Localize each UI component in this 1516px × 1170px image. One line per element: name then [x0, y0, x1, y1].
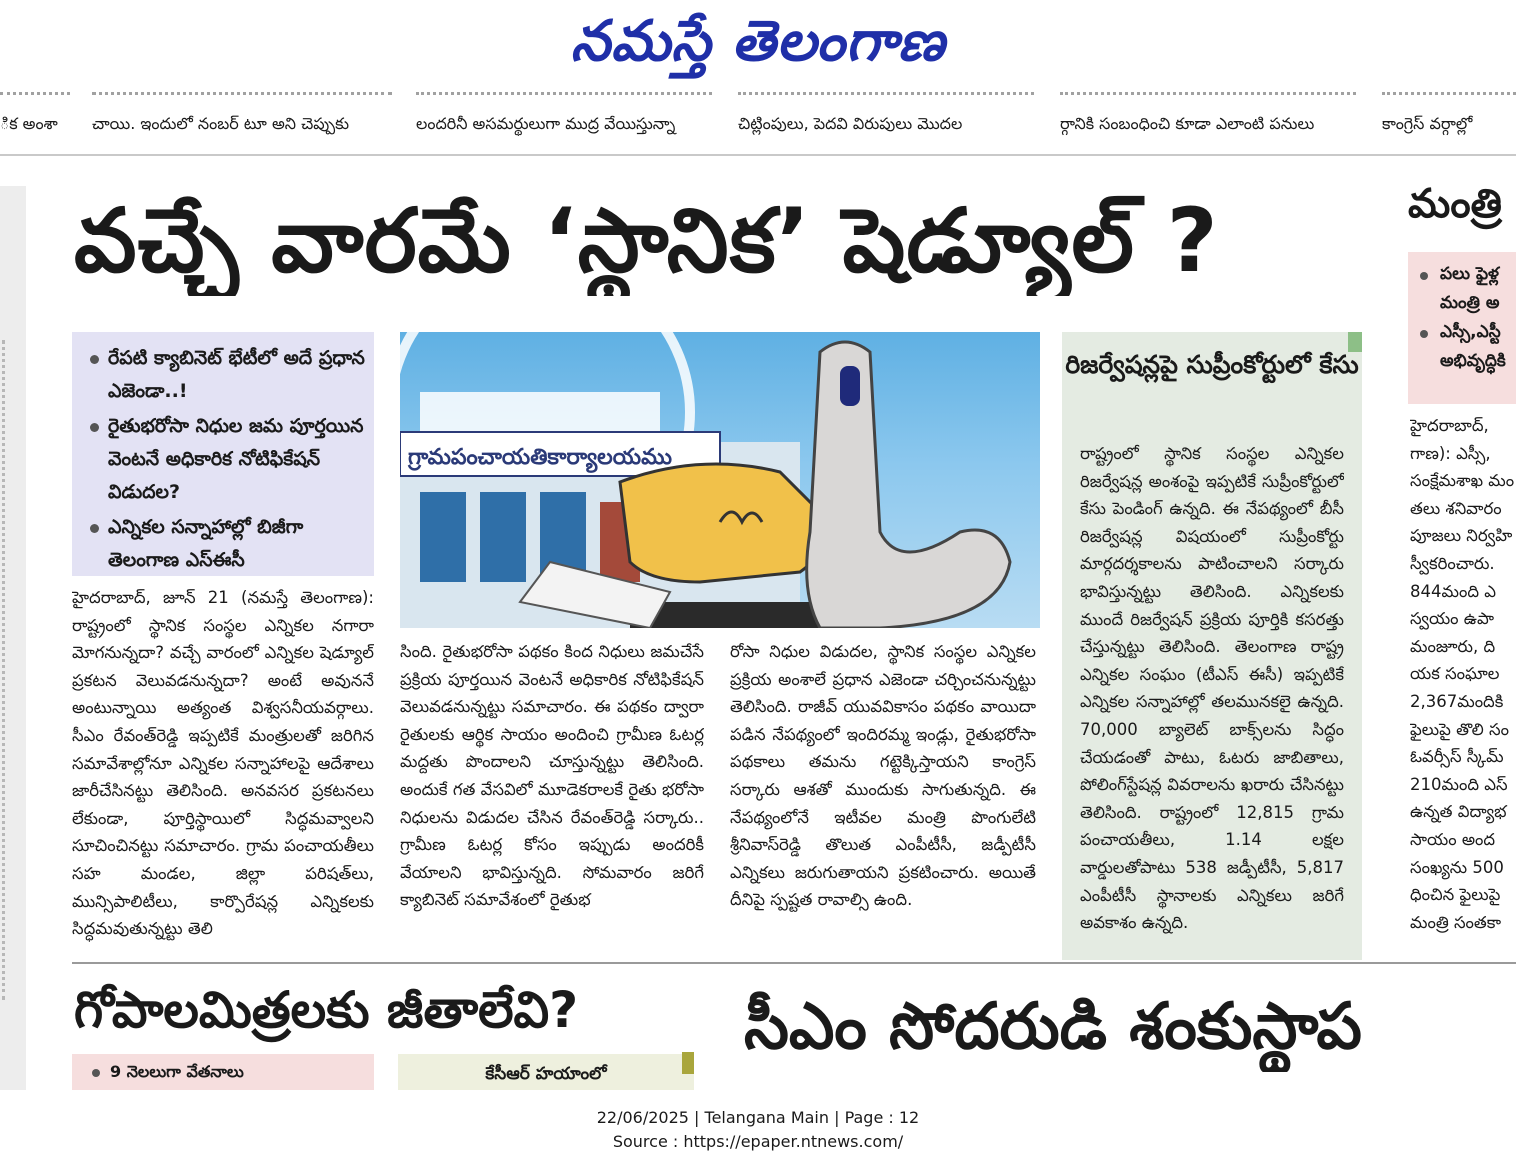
right-highlight-item: పలు ఫైళ్ల [1420, 260, 1516, 289]
main-headline: వచ్చే వారమే ‘స్థానిక’ షెడ్యూల్ ? [74, 189, 1219, 292]
right-article-line: ధించిన ఫైలుపై [1410, 885, 1501, 905]
right-article-line: స్వయం ఉపా [1410, 609, 1494, 629]
masthead [0, 0, 1516, 84]
right-article-line: ఉన్నత విద్యాభ [1410, 802, 1507, 822]
right-article-line: 2,367మందికి [1410, 691, 1504, 711]
right-article-line: సంఖ్యను 500 [1410, 857, 1504, 877]
right-article-line: స్వీకరించారు. [1410, 553, 1495, 573]
bottom-left-headline: గోపాలమిత్రలకు జీతాలేవి? [74, 981, 579, 1039]
right-article-line: పూజలు నిర్వహి [1410, 526, 1513, 546]
highlight-item: రేపటి క్యాబినెట్ భేటీలో అదే ప్రధాన ఎజెండా..! [90, 342, 366, 408]
teaser-cut-line [0, 92, 70, 106]
left-margin-text [2, 340, 12, 1000]
section-divider [72, 962, 1516, 964]
edition-info: 22/06/2025 | Telangana Main | Page : 12 [596, 1108, 920, 1127]
sidebar-title: రిజర్వేషన్లపై సుప్రీంకోర్టులో కేసు [1065, 350, 1359, 379]
article-column-2: సింది. రైతుభరోసా పథకం కింద నిధులు జమచేసే ప్రక్రియ పూర్తయిన వెంటనే అధికారిక నోటిఫికేషన్ వెలువడనున్నట్టు సమాచారం. ఈ పథకం ద్వారా రైతులకు ఆర్థిక సాయం అందించి గ్రామీణ ఓటర్ల మద్దతు పొందాలని చూస్తున్నట్టు తెలిసింది. అందుకే గత వేసవిలో మూడెకరాలకే రైతు భరోసా నిధులను విడుదల చేసిన రేవంత్‌రెడ్డి సర్కారు.. గ్రామీణ ఓటర్ల కోసం ఇప్పుడు అందరికీ వేయాలని భావిస్తున్నది. సోమవారం జరిగే క్యాబినెట్ సమావేశంలో రైతుభ [400, 642, 704, 910]
highlight-box [72, 332, 374, 576]
article-column-1: హైదరాబాద్, జూన్ 21 (నమస్తే తెలంగాణ): రాష్ట్రంలో స్థానిక సంస్థల ఎన్నికల నగారా మోగనున్నదా? వచ్చే వారంలో ఎన్నికల షెడ్యూల్ ప్రకటన వెలువడనున్నదా? అంటే అవుననే అంటున్నాయి అత్యంత విశ్వసనీయవర్గాలు. సీఎం రేవంత్‌రెడ్డి ఇప్పటికే మంత్రులతో జరిగిన సమావేశాల్లోనూ ఎన్నికల సన్నాహాలపై ఆదేశాలు జారీచేసినట్టు తెలిసింది. అనవసర ప్రకటనలు లేకుండా, పూర్తిస్థాయిలో సిద్ధమవ్వాలని సూచించినట్టు సమాచారం. గ్రామ పంచాయతీలు సహ మండల, జిల్లా పరిషత్‌లు, మున్సిపాలిటీలు, కార్పొరేషన్ల ఎన్నికలకు సిద్ధమవుతున్నట్టు తెలి [72, 588, 374, 939]
bottom-left-highlight-text: 9 నెలలుగా వేతనాలు [110, 1062, 244, 1081]
right-article-line: ఫైలుపై తొలి సం [1410, 719, 1509, 739]
teaser-text: చిట్లింపులు, పెదవి విరుపులు మొదల [738, 114, 963, 133]
right-article-line: ఓవర్సీస్ స్కీమ్ [1410, 747, 1504, 767]
right-article-line: మంత్రి సంతకా [1410, 912, 1502, 932]
teaser-cut-line [92, 92, 392, 106]
masthead-logo: నమస్తే తెలంగాణ [570, 9, 946, 74]
teaser-text: ర్గానికి సంబంధించి కూడా ఎలాంటి పనులు [1060, 114, 1315, 133]
bottom-left-highlight [72, 1054, 374, 1090]
right-article-line: తలు శనివారం [1410, 498, 1502, 518]
right-article-line: సాయం అంద [1410, 829, 1496, 849]
right-article-body [1410, 412, 1516, 936]
source-info: Source : https://epaper.ntnews.com/ [612, 1132, 904, 1151]
article-column-3: రోసా నిధుల విడుదల, స్థానిక సంస్థల ఎన్నికల ప్రక్రియ అంశాలే ప్రధాన ఎజెండా చర్చించనున్నట్టు తెలిసింది. రాజీవ్ యువవికాసం పథకం వాయిదా పడిన నేపథ్యంలో ఇందిరమ్మ ఇండ్లు, రైతుభరోసా పథకాలు తమను గట్టెక్కిస్తాయని కాంగ్రెస్ సర్కారు ఆశతో ముందుకు సాగుతున్నది. ఈ నేపథ్యంలోనే ఇటీవల మంత్రి పొంగులేటి శ్రీనివాస్‌రెడ్డి తొలుత ఎంపీటీసీ, జడ్పీటీసీ ఎన్నికలు జరుగుతాయని ప్రకటించారు. అయితే దీనిపై స్పష్టత రావాల్సి ఉంది. [730, 642, 1036, 910]
sidebar-body: రాష్ట్రంలో స్థానిక సంస్థల ఎన్నికల రిజర్వేషన్ల అంశంపై ఇప్పటికే సుప్రీంకోర్టులో కేసు పెండింగ్ ఉన్నది. ఈ నేపథ్యంలో బీసీ రిజర్వేషన్ల విషయంలో సుప్రీంకోర్టు మార్గదర్శకాలను పాటించాలని సర్కారు భావిస్తున్నట్టు తెలిసింది. ఎన్నికలకు ముందే రిజర్వేషన్ ప్రక్రియ పూర్తికి కసరత్తు చేస్తున్నట్టు తెలిసింది. తెలంగాణ రాష్ట్ర ఎన్నికల సంఘం (టీఎస్ ఈసీ) ఇప్పటికే ఎన్నికల సన్నాహాల్లో తలమునకలై ఉన్నది. 70,000 బ్యాలెట్ బాక్స్‌లను సిద్ధం చేయడంతో పాటు, ఓటరు జాబితాలు, పోలింగ్‌స్టేషన్ల వివరాలను ఖరారు చేసినట్టు తెలిసింది. రాష్ట్రంలో 12,815 గ్రామ పంచాయతీలు, 1.14 లక్షల వార్డులతోపాటు 538 జడ్పీటీసీ, 5,817 ఎంపీటీసీ స్థానాలకు ఎన్నికలు జరిగే అవకాశం ఉన్నది. [1080, 444, 1344, 933]
teaser-text: లందరినీ అసమర్థులుగా ముద్ర వేయిస్తున్నా [416, 114, 676, 133]
highlight-item: ఎన్నికల సన్నాహాల్లో బిజీగా తెలంగాణ ఎస్ఈసీ [90, 511, 366, 577]
signboard-text: గ్రామపంచాయతికార్యాలయము [408, 445, 672, 470]
bottom-sidebar-title: కేసీఆర్ హయాంలో [398, 1054, 694, 1090]
teaser-cut-line [1060, 92, 1356, 106]
right-highlight-item: అభివృద్ధికి [1440, 351, 1506, 371]
election-illustration [400, 332, 1040, 628]
bottom-right-headline: సీఎం సోదరుడి శంకుస్థాప [744, 990, 1362, 1064]
right-highlight-box [1408, 252, 1516, 404]
teaser-text: చాయి. ఇందులో నంబర్ టూ అని చెప్పుకు [92, 114, 350, 133]
right-article-line: 210మంది ఎస్ [1410, 774, 1508, 794]
right-highlight-item: ఎస్సీ,ఎస్టీ [1420, 318, 1516, 347]
right-article-line: సంక్షేమశాఖ మం [1410, 471, 1515, 491]
bottom-sidebar-tag [682, 1052, 694, 1074]
teaser-text: ిక అంశా [0, 114, 58, 133]
teaser-cut-line [416, 92, 712, 106]
right-article-line: హైదరాబాద్, [1410, 416, 1489, 435]
right-article-line: యక సంఘాల [1410, 664, 1500, 684]
right-article-line: గాణ): ఎస్సీ, [1410, 443, 1491, 463]
page-footer [0, 1106, 1516, 1154]
teaser-cut-line [1382, 92, 1516, 106]
ballot-hand-illustration [400, 332, 1040, 628]
teaser-cut-line [738, 92, 1034, 106]
highlight-item: రైతుభరోసా నిధుల జమ పూర్తయిన వెంటనే అధికారిక నోటిఫికేషన్ విడుదల? [90, 410, 366, 509]
right-article-headline: మంత్రి [1408, 181, 1502, 227]
bullet-dot [92, 1069, 100, 1077]
right-highlight-item: మంత్రి అ [1440, 293, 1500, 313]
teaser-text: కాంగ్రెస్ వర్గాల్లో [1382, 114, 1473, 133]
right-article-line: మంజూరు, ది [1410, 636, 1496, 656]
right-article-line: 844మంది ఎ [1410, 581, 1496, 601]
